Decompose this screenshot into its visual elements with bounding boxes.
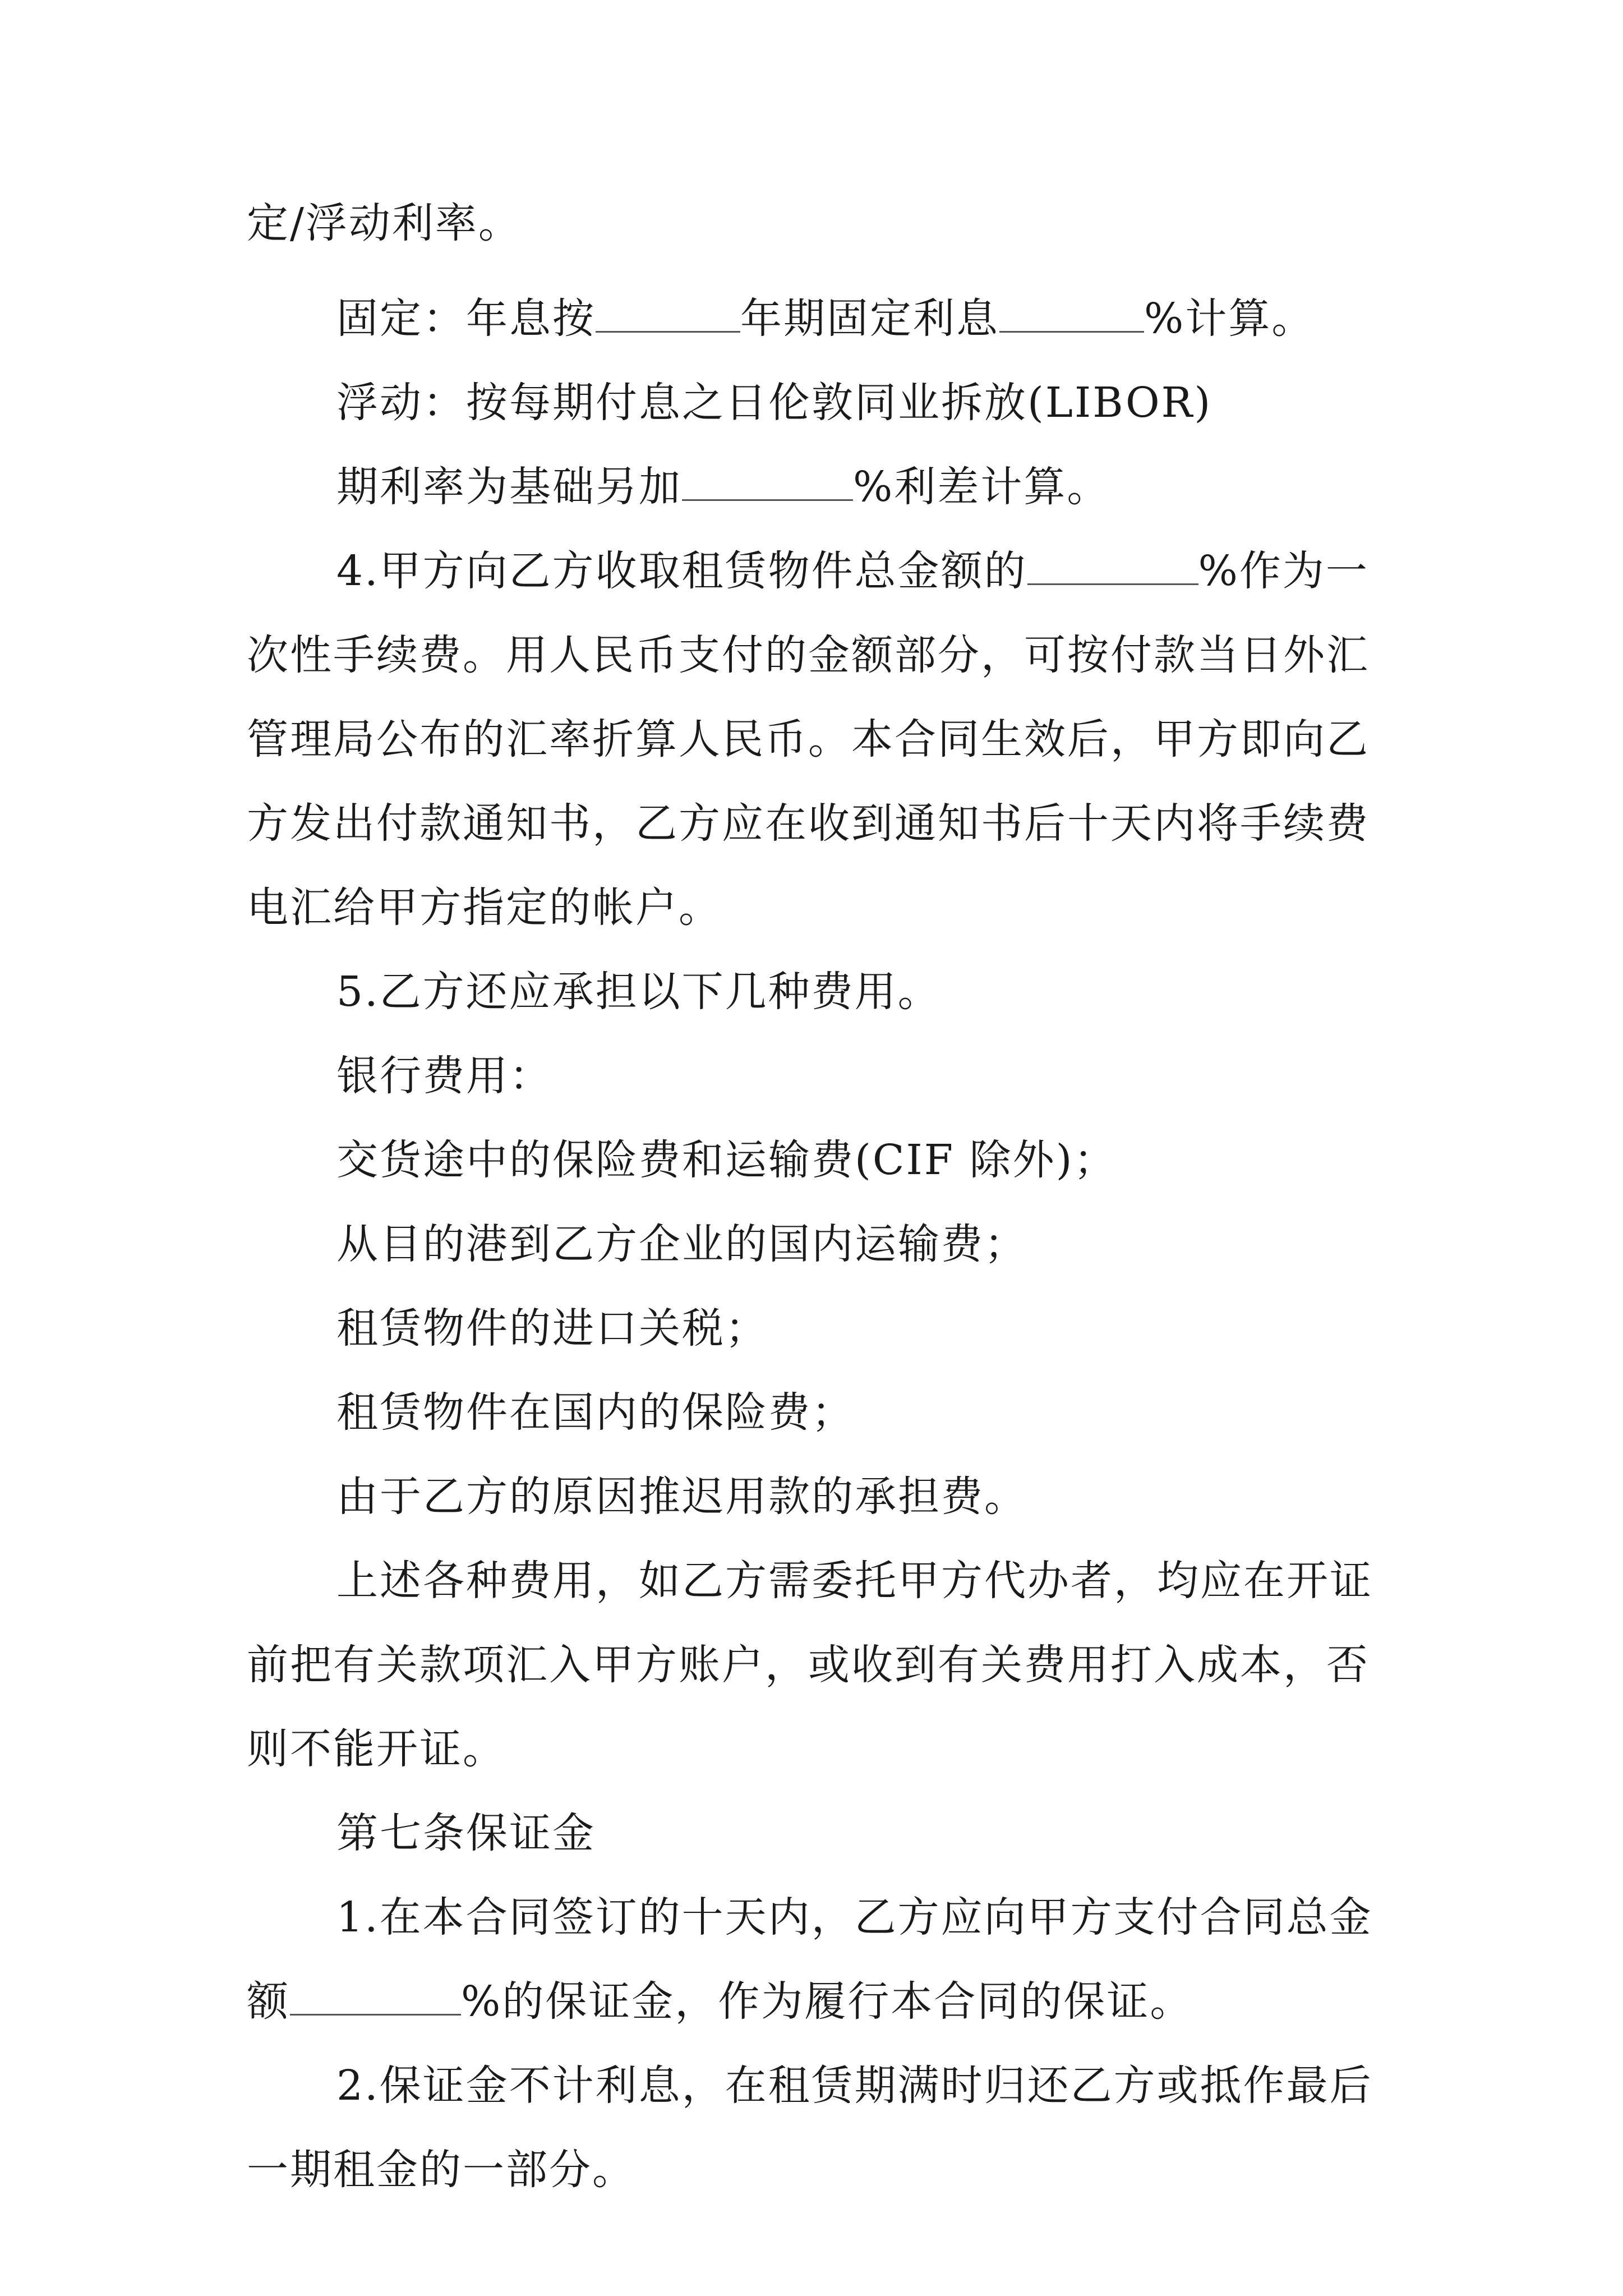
text-line: [247, 2142, 635, 2198]
fill-in-blank[interactable]: [682, 463, 853, 501]
line-text: 电汇给甲方指定的帐户。: [247, 884, 722, 932]
text-line: [247, 1973, 1193, 2030]
text-line: [336, 1300, 768, 1356]
text-line: [336, 964, 941, 1020]
text-line: [336, 1889, 1373, 1945]
line-text: %的保证金，作为履行本合同的保证。: [461, 1977, 1193, 2026]
line-text: 上述各种费用，如乙方需委托甲方代办者，均应在开证: [336, 1557, 1373, 1605]
line-text: 租赁物件在国内的保险费；: [336, 1388, 855, 1437]
text-line: [247, 627, 1370, 683]
line-text: 租赁物件的进口关税；: [336, 1304, 768, 1352]
line-text: 第七条保证金: [336, 1809, 596, 1857]
line-text: 前把有关款项汇入甲方账户，或收到有关费用打入成本，否: [247, 1641, 1370, 1689]
line-text: 从目的港到乙方企业的国内运输费；: [336, 1220, 1027, 1268]
text-line: [336, 459, 1110, 515]
fill-in-blank[interactable]: [290, 1978, 461, 2016]
line-text: 银行费用：: [336, 1052, 552, 1100]
text-line: [336, 1384, 855, 1441]
text-line: [336, 2058, 1373, 2114]
line-text: 2.保证金不计利息，在租赁期满时归还乙方或抵作最后: [336, 2062, 1373, 2110]
text-line: [247, 1721, 506, 1777]
line-text: %作为一: [1198, 547, 1369, 595]
text-line: [336, 1469, 1027, 1525]
line-text: 浮动：按每期付息之日伦敦同业拆放(LIBOR): [336, 379, 1212, 427]
line-text: 则不能开证。: [247, 1725, 506, 1773]
line-text: 期利率为基础另加: [336, 463, 682, 511]
line-text: 4.甲方向乙方收取租赁物件总金额的: [336, 547, 1027, 595]
line-text: 交货途中的保险费和运输费(CIF 除外)；: [336, 1136, 1117, 1184]
text-line: [247, 795, 1370, 852]
text-line: [247, 711, 1370, 767]
text-line: [247, 1637, 1370, 1693]
text-line: [336, 1048, 552, 1104]
line-text: 5.乙方还应承担以下几种费用。: [336, 968, 941, 1016]
line-text: 固定：年息按: [336, 295, 596, 343]
text-line: [247, 880, 722, 936]
line-text: 管理局公布的汇率折算人民币。本合同生效后，甲方即向乙: [247, 715, 1370, 763]
text-line: [336, 1553, 1373, 1609]
line-text: 方发出付款通知书，乙方应在收到通知书后十天内将手续费: [247, 799, 1370, 848]
line-text: 额: [247, 1977, 290, 2026]
line-text: 1.在本合同签订的十天内，乙方应向甲方支付合同总金: [336, 1893, 1373, 1941]
line-text: 由于乙方的原因推迟用款的承担费。: [336, 1473, 1027, 1521]
line-text: %计算。: [1144, 295, 1315, 343]
fill-in-blank[interactable]: [999, 295, 1144, 333]
line-text: 定/浮动利率。: [247, 199, 522, 247]
fill-in-blank[interactable]: [1027, 547, 1198, 585]
text-line: [336, 1132, 1117, 1188]
text-line: [336, 543, 1369, 599]
line-text: %利差计算。: [853, 463, 1110, 511]
line-text: 年期固定利息: [740, 295, 999, 343]
text-line: [247, 195, 522, 251]
line-text: 次性手续费。用人民币支付的金额部分，可按付款当日外汇: [247, 631, 1370, 679]
section-heading: [336, 1805, 596, 1861]
text-line: [336, 1216, 1027, 1272]
fill-in-blank[interactable]: [596, 295, 740, 333]
text-line: [336, 375, 1212, 431]
line-text: 一期租金的一部分。: [247, 2146, 635, 2194]
text-line: [336, 291, 1315, 347]
